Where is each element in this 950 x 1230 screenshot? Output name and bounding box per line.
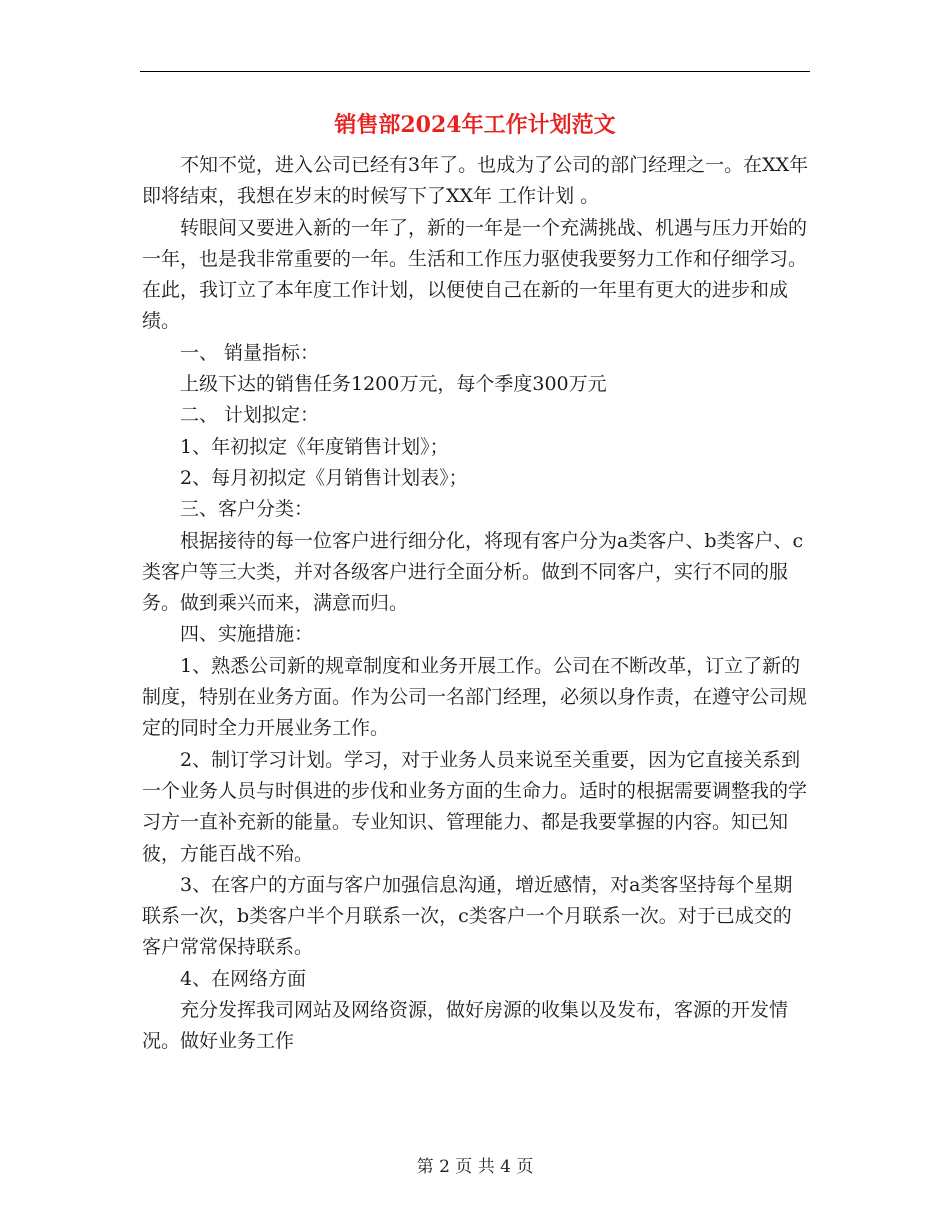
heading-measures: 四、实施措施： bbox=[180, 623, 314, 646]
page-number: 第 2 页 共 4 页 bbox=[416, 1157, 534, 1177]
paragraph-measure-3: 3、在客户的方面与客户加强信息沟通，增近感情，对a类客坚持每个星期联系一次，b类客户半个月联系一次，c类客户一个月联系一次。对于已成交的客户常常保持联系。 bbox=[142, 873, 793, 959]
paragraph-intro: 不知不觉，进入公司已经有3年了。也成为了公司的部门经理之一。在XX年即将结束，我想在岁末的时候写下了XX年 工作计划 。 bbox=[142, 154, 809, 208]
paragraph-measure-2: 2、制订学习计划。学习，对于业务人员来说至关重要，因为它直接关系到一个业务人员与时俱进的步伐和业务方面的生命力。适时的根据需要调整我的学习方一直补充新的能量。专业知识、管理能力、都是我要掌握的内容。知已知彼，方能百战不殆。 bbox=[142, 748, 808, 865]
heading-plan: 二、 计划拟定： bbox=[180, 404, 320, 427]
heading-sales-target: 一、 销量指标： bbox=[180, 341, 320, 364]
paragraph-measure-4: 充分发挥我司网站及网络资源，做好房源的收集以及发布，客源的开发情况。做好业务工作 bbox=[142, 999, 789, 1053]
paragraph-measure-4-heading: 4、在网络方面 bbox=[180, 967, 307, 990]
paragraph-sales-target: 上级下达的销售任务1200万元，每个季度300万元 bbox=[180, 373, 607, 396]
document-title: 销售部2024年工作计划范文 bbox=[334, 112, 616, 138]
header-rule bbox=[140, 71, 810, 72]
paragraph-new-year: 转眼间又要进入新的一年了，新的一年是一个充满挑战、机遇与压力开始的一年，也是我非常重要的一年。生活和工作压力驱使我要努力工作和仔细学习。在此，我订立了本年度工作计划，以便使自己在新的一年里有更大的进步和成绩。 bbox=[142, 216, 808, 333]
paragraph-measure-1: 1、熟悉公司新的规章制度和业务开展工作。公司在不断改革，订立了新的制度，特别在业务方面。作为公司一名部门经理，必须以身作责，在遵守公司规定的同时全力开展业务工作。 bbox=[142, 654, 808, 740]
document-body bbox=[142, 150, 810, 1058]
heading-customer-classes: 三、客户分类： bbox=[180, 498, 314, 521]
paragraph-customer-classes: 根据接待的每一位客户进行细分化，将现有客户分为a类客户、b类客户、c类客户等三大类，并对各级客户进行全面分析。做到不同客户，实行不同的服务。做到乘兴而来，满意而归。 bbox=[142, 529, 804, 615]
list-item-monthly-plan: 2、每月初拟定《月销售计划表》； bbox=[180, 466, 468, 489]
list-item-annual-plan: 1、年初拟定《年度销售计划》； bbox=[180, 435, 449, 458]
